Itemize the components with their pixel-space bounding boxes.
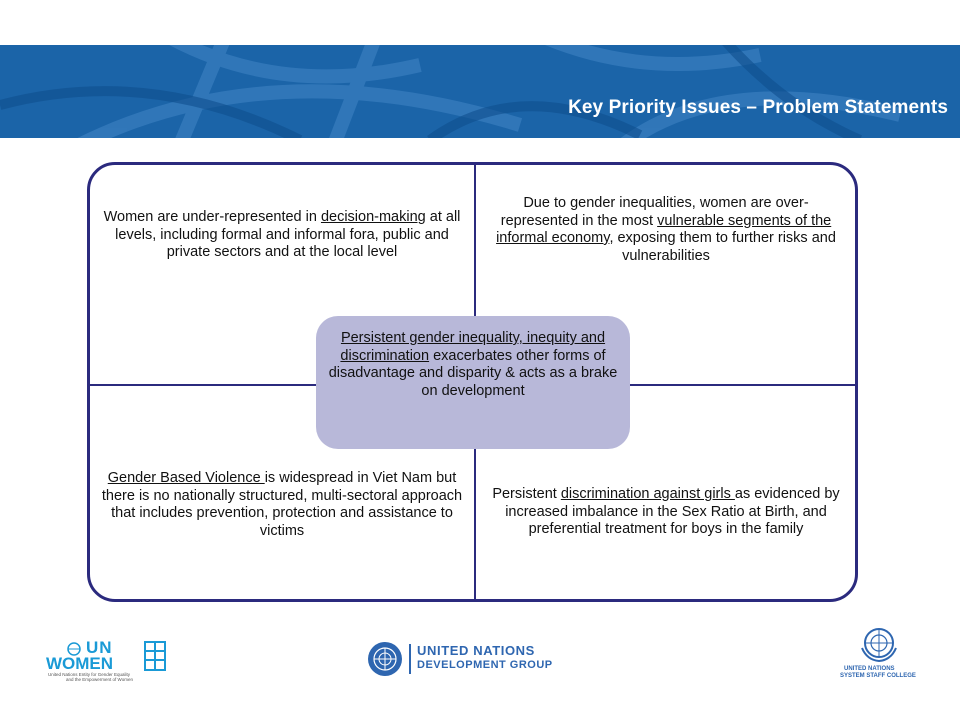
un-women-line2: WOMEN xyxy=(46,654,114,673)
unssc-logo xyxy=(838,624,920,682)
un-women-emblem-icon xyxy=(144,641,166,671)
statement-keyword: decision-making xyxy=(320,209,426,225)
un-women-line1: UN xyxy=(86,638,113,657)
unssc-line2: SYSTEM STAFF COLLEGE xyxy=(840,673,916,679)
statement-decision-making: Women are under-represented in decision-making at all levels, including formal and informal fora, public and private sectors and at the local level xyxy=(103,209,461,260)
header-banner xyxy=(0,45,960,138)
page-title: Key Priority Issues – Problem Statements xyxy=(568,97,948,118)
statement-discrimination-girls: Persistent discrimination against girls as evidenced by increased imbalance in the Sex Ratio at Birth, and preferential treatment for boys in the family xyxy=(492,486,840,537)
undg-line2: DEVELOPMENT GROUP xyxy=(417,659,553,671)
central-keyword: Persistent gender inequality, inequity and discrimination xyxy=(340,330,606,364)
banner-globe-graphic xyxy=(0,45,960,138)
statement-gender-based-violence: Gender Based Violence is widespread in Viet Nam but there is no nationally structured, multi-sectoral approach that includes prevention, protection and assistance to victims xyxy=(101,470,463,539)
un-women-logo xyxy=(46,640,171,680)
statement-keyword: vulnerable segments of the informal economy xyxy=(496,212,832,246)
unssc-emblem-icon xyxy=(859,624,899,662)
unssc-line1: UNITED NATIONS xyxy=(844,666,895,672)
un-women-tagline1: United Nations Entity for Gender Equality xyxy=(48,672,131,677)
un-emblem-icon xyxy=(367,641,403,677)
undg-line1: UNITED NATIONS xyxy=(417,643,535,658)
statement-keyword: discrimination against girls xyxy=(560,486,735,502)
statement-informal-economy: Due to gender inequalities, women are over-represented in the most vulnerable segments of the informal economy, exposing them to further risks and vulnerabilities xyxy=(496,195,836,264)
undg-logo xyxy=(367,641,592,677)
central-statement-box: Persistent gender inequality, inequity and discrimination exacerbates other forms of disadvantage and disparity & acts as a brake on development xyxy=(316,316,630,449)
undg-divider xyxy=(409,644,411,674)
un-emblem-small-icon xyxy=(66,642,82,656)
un-women-tagline2: and the Empowerment of Women xyxy=(66,677,133,682)
statement-keyword: Gender Based Violence xyxy=(107,470,265,486)
